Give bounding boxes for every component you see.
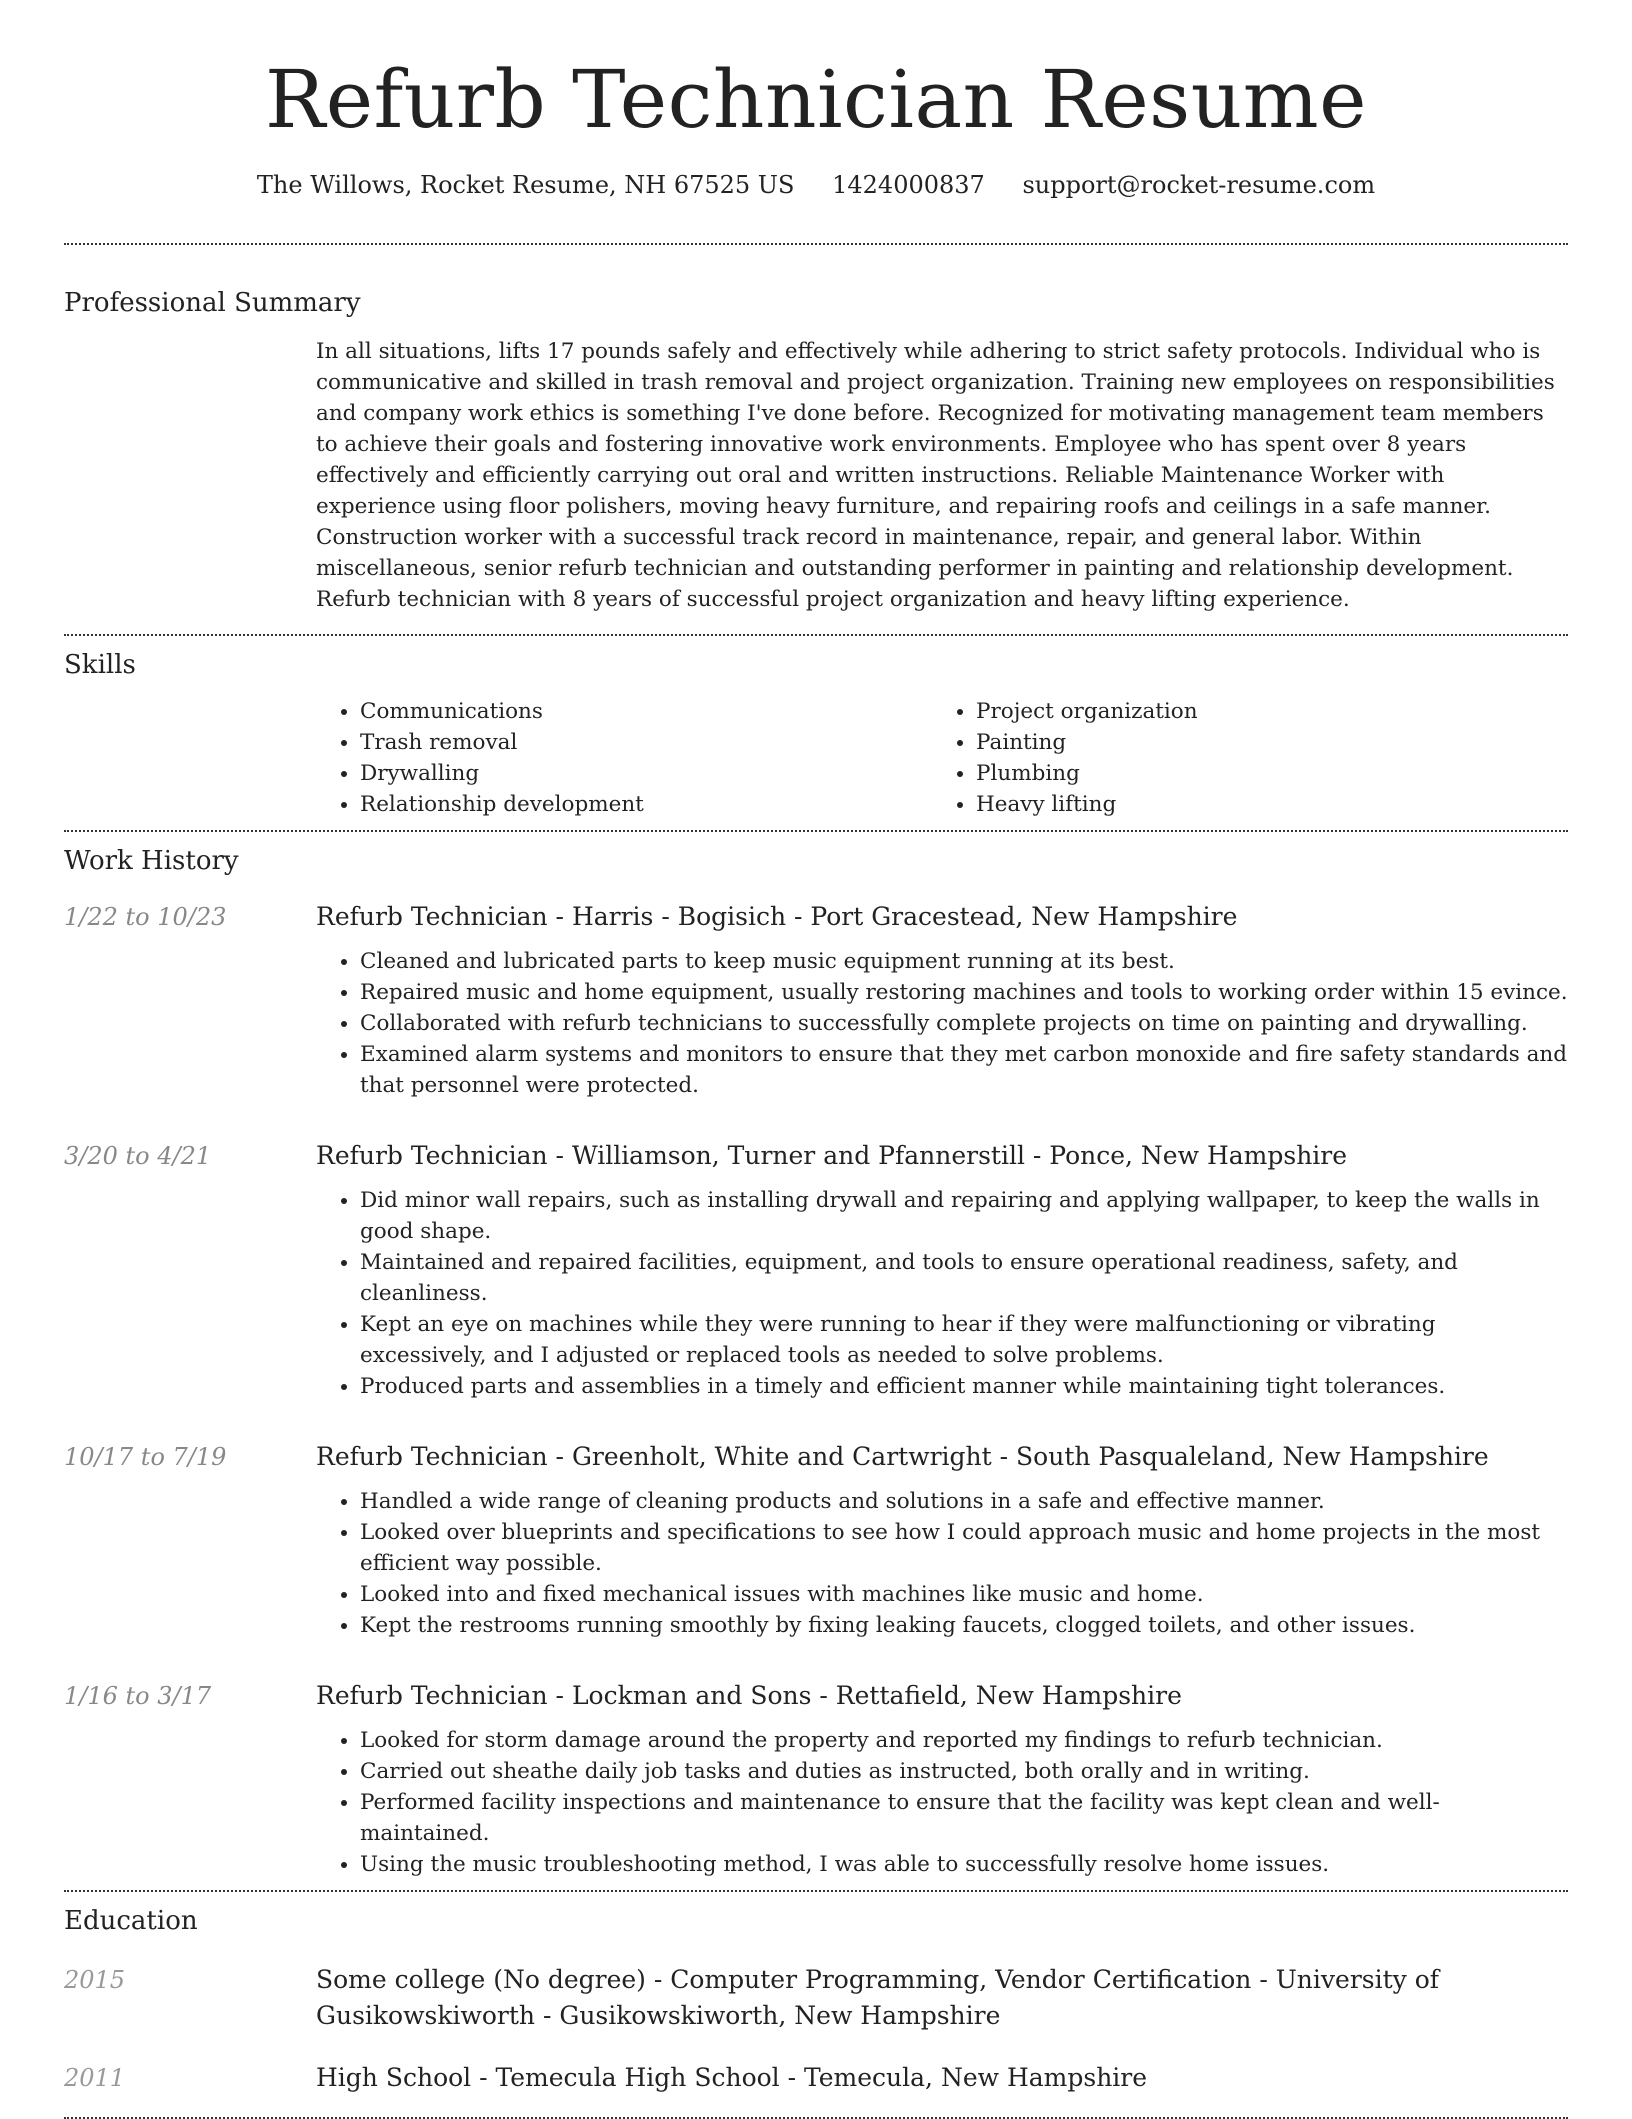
job-bullets (64, 946, 1568, 1101)
education-year: 2015 (64, 1966, 126, 1994)
skills-grid (316, 696, 1568, 820)
contact-email: support@rocket-resume.com (1022, 171, 1376, 199)
section-divider (64, 243, 1568, 245)
job-details (316, 1440, 1568, 1641)
section-divider (64, 1890, 1568, 1892)
skill-item: • Drywalling (360, 758, 932, 789)
skill-item: • Plumbing (976, 758, 1568, 789)
job-bullet: • Produced parts and assemblies in a timely and efficient manner while maintaining tight tolerances. (360, 1371, 1568, 1402)
job-bullet: • Repaired music and home equipment, usually restoring machines and tools to working order within 15 evince. (360, 977, 1568, 1008)
skill-item: • Heavy lifting (976, 789, 1568, 820)
job-dates: 10/17 to 7/19 (64, 1443, 227, 1471)
job-bullets (64, 1725, 1568, 1880)
skills-heading: Skills (64, 650, 136, 680)
skills-list-left (316, 696, 932, 820)
job-title: Refurb Technician - Greenholt, White and Cartwright - South Pasqualeland, New Hampshire (316, 1442, 1489, 1471)
contact-phone: 1424000837 (832, 171, 985, 199)
skill-item: • Communications (360, 696, 932, 727)
job-bullet: • Examined alarm systems and monitors to ensure that they met carbon monoxide and fire safety standards and that personnel were protected. (360, 1039, 1568, 1101)
job-entry (64, 900, 1568, 1101)
job-bullets (64, 1185, 1568, 1402)
contact-line (64, 168, 1568, 202)
job-bullet: • Kept an eye on machines while they were running to hear if they were malfunctioning or vibrating excessively, and I adjusted or replaced tools as needed to solve problems. (360, 1309, 1568, 1371)
skill-item: • Trash removal (360, 727, 932, 758)
job-entry (64, 1679, 1568, 1890)
education-entry (64, 2060, 1568, 2096)
job-bullet: • Cleaned and lubricated parts to keep music equipment running at its best. (360, 946, 1568, 977)
job-bullet: • Using the music troubleshooting method, I was able to successfully resolve home issues. (360, 1849, 1568, 1880)
skill-item: • Relationship development (360, 789, 932, 820)
summary-text: In all situations, lifts 17 pounds safely and effectively while adhering to strict safety protocols. Individual who is communicative and skilled in trash removal and project organization. Training new employees on responsibilities and company work ethics is something I've done before. Recognized for motivating management team members to achieve their goals and fostering innovative work environments. Employee who has spent over 8 years effectively and efficiently carrying out oral and written instructions. Reliable Maintenance Worker with experience using floor polishers, moving heavy furniture, and repairing roofs and ceilings in a safe manner. Construction worker with a successful track record in maintenance, repair, and general labor. Within miscellaneous, senior refurb technician and outstanding performer in painting and relationship development. Refurb technician with 8 years of successful project organization and heavy lifting experience. (316, 339, 1555, 612)
job-bullet: • Kept the restrooms running smoothly by fixing leaking faucets, clogged toilets, and other issues. (360, 1610, 1568, 1641)
job-bullet: • Looked for storm damage around the property and reported my findings to refurb technician. (360, 1725, 1568, 1756)
summary-heading: Professional Summary (64, 288, 361, 318)
education-heading: Education (64, 1906, 198, 1936)
job-details (316, 1139, 1568, 1402)
job-bullet: • Handled a wide range of cleaning products and solutions in a safe and effective manner. (360, 1486, 1568, 1517)
resume-title: Refurb Technician Resume (265, 53, 1367, 146)
education-year: 2011 (64, 2064, 126, 2092)
education-details: High School - Temecula High School - Temecula, New Hampshire (316, 2063, 1148, 2092)
education-entry (64, 1962, 1568, 2034)
job-bullet: • Looked into and fixed mechanical issues with machines like music and home. (360, 1579, 1568, 1610)
job-details (316, 1679, 1568, 1890)
skills-body (316, 696, 1568, 820)
job-bullet: • Performed facility inspections and maintenance to ensure that the facility was kept clean and well-maintained. (360, 1787, 1568, 1849)
skill-item: • Painting (976, 727, 1568, 758)
job-title: Refurb Technician - Harris - Bogisich - Port Gracestead, New Hampshire (316, 902, 1238, 931)
section-divider (64, 634, 1568, 636)
skills-list-right (932, 696, 1568, 820)
job-bullet: • Carried out sheathe daily job tasks and duties as instructed, both orally and in writing. (360, 1756, 1568, 1787)
job-bullet: • Collaborated with refurb technicians to successfully complete projects on time on painting and drywalling. (360, 1008, 1568, 1039)
job-bullet: • Maintained and repaired facilities, equipment, and tools to ensure operational readiness, safety, and cleanliness. (360, 1247, 1568, 1309)
section-divider (64, 830, 1568, 832)
job-bullet: • Did minor wall repairs, such as installing drywall and repairing and applying wallpaper, to keep the walls in good shape. (360, 1185, 1568, 1247)
contact-address: The Willows, Rocket Resume, NH 67525 US (256, 171, 795, 199)
job-bullet: • Looked over blueprints and specifications to see how I could approach music and home projects in the most efficient way possible. (360, 1517, 1568, 1579)
job-entry (64, 1440, 1568, 1641)
job-dates: 3/20 to 4/21 (64, 1142, 212, 1170)
job-title: Refurb Technician - Williamson, Turner and Pfannerstill - Ponce, New Hampshire (316, 1141, 1348, 1170)
job-entry (64, 1139, 1568, 1402)
summary-body (316, 336, 1568, 615)
education-details: Some college (No degree) - Computer Programming, Vendor Certification - University of Gusikowskiworth - Gusikowskiworth, New Hampshire (316, 1965, 1440, 2030)
job-dates: 1/16 to 3/17 (64, 1682, 212, 1710)
job-bullets (64, 1486, 1568, 1641)
job-title: Refurb Technician - Lockman and Sons - Rettafield, New Hampshire (316, 1681, 1182, 1710)
job-dates: 1/22 to 10/23 (64, 903, 227, 931)
skill-item: • Project organization (976, 696, 1568, 727)
job-details (316, 900, 1568, 1101)
work-heading: Work History (64, 846, 239, 876)
